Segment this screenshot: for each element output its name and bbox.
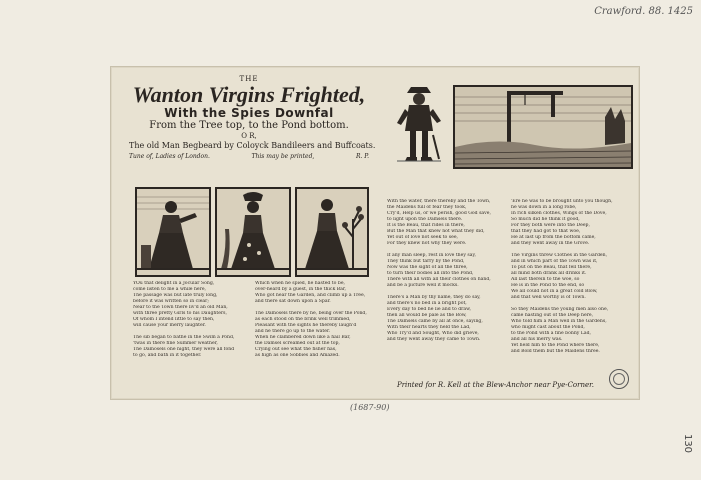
verse-line: If any man sleep, rest in love they say, — [387, 253, 476, 258]
verse-line: When he clambered down like a hail Bar, — [255, 335, 351, 340]
verse-line: 'twas in there fine Summer weather, — [133, 341, 218, 346]
shelfmark: Crawford. 88. 1425 — [594, 6, 693, 17]
woodcut-gallows — [453, 85, 633, 169]
verse-line: The Damsels came by all at once, saying, — [387, 319, 483, 324]
verse-line: For they knew not why they were. — [387, 241, 467, 246]
verse-line: We all could not in a great cold Blow, — [511, 289, 598, 294]
verse-line: They think but tarry by the Pond, — [387, 259, 465, 264]
licence-note: This may be printed, — [251, 153, 315, 160]
verse-line: All last therein to the woe, so — [511, 277, 580, 282]
verse-line: to go, and bath in it together. — [133, 353, 202, 358]
verse-line: Who Try'd and Sought, Who did grieve, — [387, 331, 479, 336]
verse-line: Who got near the Garden, and climb up a Tree, — [255, 293, 366, 298]
woodcut-lady-middle — [215, 187, 291, 277]
woodcut-lady-right — [295, 187, 369, 277]
title-sub1: With the Spies Downfal — [164, 106, 334, 120]
verse-line: The sib began to bathe in the Swim a Pond, — [133, 335, 235, 340]
verse-line: So much did he think it good, — [511, 217, 580, 222]
verse-line: Near to the Town there liv'd an old Man, — [133, 305, 228, 310]
title-block — [129, 75, 376, 160]
verse-line: the Damsel screamed out at the top, — [255, 341, 340, 346]
verse-line: he was down in a long robe, — [511, 205, 577, 210]
verse-line: In rich silken clothes, Wings of the Dove, — [511, 211, 607, 216]
library-stamp — [609, 369, 629, 389]
verse-line: then all would be pale as the Bow, — [387, 313, 467, 318]
verse-line: who might cast about the Pond, — [511, 325, 585, 330]
verse-line: before it was written so in clear; — [133, 299, 209, 304]
verse-line: The Damosels one night, they were all fond — [133, 347, 235, 352]
verse-line: over-heard by a guest, in the thick Bar, — [255, 287, 347, 292]
title-or: O R, — [241, 132, 257, 140]
verse-line: to the Pond with a fine bonny Lad, — [511, 331, 592, 336]
verse-line: to light upon the Damsels there. — [387, 217, 463, 222]
verse-line: There's a Man by thy name, they do say, — [387, 295, 481, 300]
verse-line: come listen to me a while here, — [133, 287, 207, 292]
verse-line: and he there go up to the water. — [255, 329, 331, 334]
title-main: Wanton Virgins Frighted, — [132, 82, 366, 107]
page-number: 130 — [681, 433, 693, 454]
verse-line: the Maidens full of fear they took, — [387, 205, 467, 210]
verse-line: Yet held him to the Pond where there, — [511, 343, 600, 348]
verse-line: with three pretty Girls to his Daughters, — [133, 311, 227, 316]
tune-name: Tune of, Ladies of London. — [129, 153, 210, 160]
verse-line: and they went away in the Grove. — [511, 241, 590, 246]
verse-line: With the water, there thereby and the Town, — [387, 199, 491, 204]
verse-line: It is the Beau, that rides in there, — [387, 223, 465, 228]
standing-man-illustration — [393, 79, 445, 165]
verse-column-4 — [511, 199, 631, 377]
verse-line: Of whom I intend little to say then, — [133, 317, 215, 322]
verse-line: Now was the sight of all the three, — [387, 265, 468, 270]
title-the: THE — [239, 75, 259, 83]
verse-line: and there sat down upon a Spar. — [255, 299, 331, 304]
verse-column-3 — [387, 199, 505, 377]
verse-line: There with all with all their clothes on hand, — [387, 277, 491, 282]
verse-line: Crying out see what the fisher has, — [255, 347, 337, 352]
woodcut-lady-left — [135, 187, 211, 277]
verse-line: will cause your merry laughter. — [133, 323, 206, 328]
verse-line: To put on the Beau, that fell there, — [511, 265, 592, 270]
verse-line: and there's no bed in a bright pot, — [387, 301, 467, 306]
verse-line: Who told him a Man well in the Gardens, — [511, 319, 607, 324]
lady-left-illustration — [137, 189, 209, 275]
verse-line: But the Man that knew not what they did, — [387, 229, 485, 234]
verse-line: as each stood on the brink well trimmed, — [255, 317, 351, 322]
verse-line: YOu that delight in a Jocular Song, — [133, 281, 215, 286]
verse-line: and in which part of the Town was it, — [511, 259, 598, 264]
lady-middle-illustration — [217, 189, 289, 275]
verse-line: and all his merry was. — [511, 337, 563, 342]
verse-line: With their hearts they held the Lad, — [387, 325, 471, 330]
verse-line: and Bold them but the Maidens three. — [511, 349, 600, 354]
verse-line: and that well worthy is of Town. — [511, 295, 586, 300]
verse-line: as high as one Sobbies and Amazed. — [255, 353, 340, 358]
verse-line: The Virgins threw Clothes in the Garden, — [511, 253, 608, 258]
printer-imprint: Printed for R. Kell at the Blew-Anchor near Pye-Corner. — [397, 381, 594, 389]
verse-line: that they had got to that woe, — [511, 229, 581, 234]
verse-line: He is in the Pond to the end, so — [511, 283, 585, 288]
verse-line: and be a picture well it mocks. — [387, 283, 459, 288]
verse-line: Which when he spied, he hasted to be, — [255, 281, 346, 286]
verse-line: Cry'd, Help us, or we perish, good God save, — [387, 211, 491, 216]
date-note: (1687-90) — [350, 403, 390, 412]
verse-column-1 — [133, 281, 251, 393]
lady-right-illustration — [297, 189, 367, 275]
verse-line: He at last up from the bottom came, — [511, 235, 596, 240]
title-sub3: The old Man Begbeard by Coloyck Bandileers and Buffcoats. — [129, 141, 376, 150]
verse-line: to turn their bodies all into the Pond, — [387, 271, 474, 276]
verse-line: The Damosels there by he, being over the Pond, — [255, 311, 367, 316]
licenser-initials: R. P. — [355, 153, 369, 160]
verse-line: So they Maidens the young men also one, — [511, 307, 609, 312]
verse-line: Yet out of love not seek to see, — [387, 235, 459, 240]
title-sub2: From the Tree top, to the Pond bottom. — [149, 120, 349, 131]
verse-line: Pleasant with the sights he thereby laugh'd — [255, 323, 357, 328]
verse-line: For they both were into the Deep, — [511, 223, 590, 228]
verse-line: Every day to bed he lie and to draw, — [387, 307, 471, 312]
gallows-illustration — [455, 87, 631, 167]
verse-line: all mind both drank all drinks it. — [511, 271, 587, 276]
broadside-sheet — [110, 66, 640, 400]
verse-line: and they went away they came to Town. — [387, 337, 481, 342]
verse-line: came hasting out of the Deep here, — [511, 313, 594, 318]
verse-column-2 — [255, 281, 373, 393]
title-tune-line — [129, 153, 369, 160]
verse-line: The passage was but late truly long, — [133, 293, 218, 298]
woodcut-standing-man — [393, 79, 445, 165]
verse-line: 'Ere he was to be brought unto you though, — [511, 199, 613, 204]
